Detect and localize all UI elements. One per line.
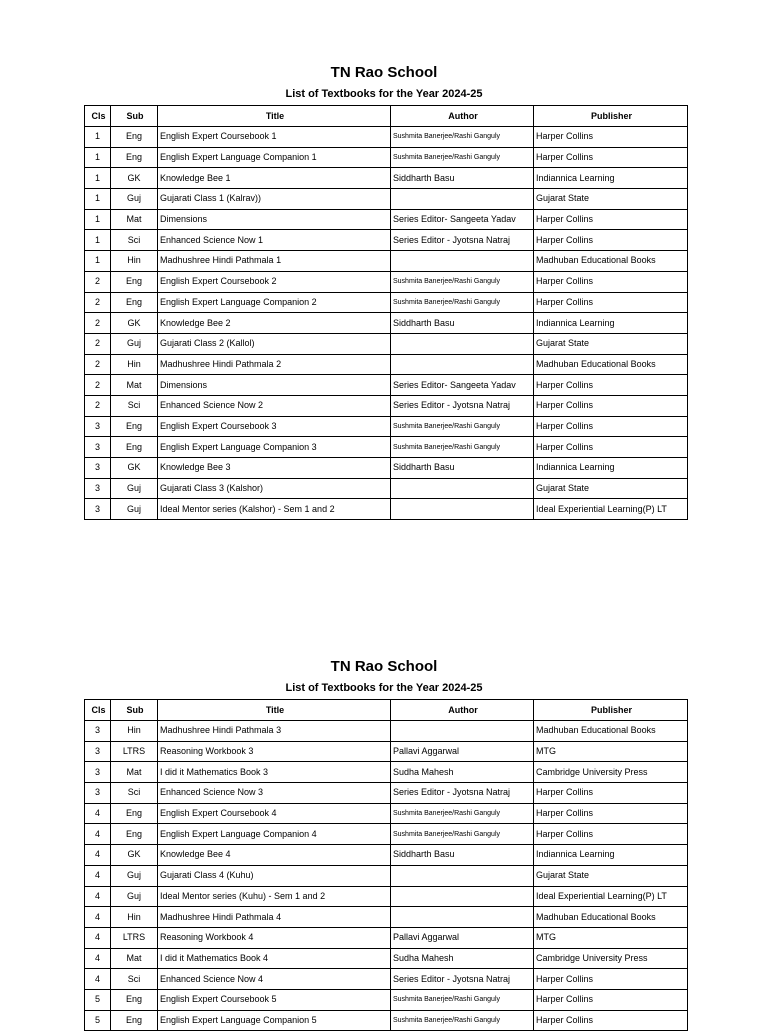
cell-cls: 4: [85, 824, 111, 845]
table-row: [85, 313, 688, 334]
cell-author: Series Editor - Jyotsna Natraj: [391, 395, 534, 416]
cell-author: Pallavi Aggarwal: [391, 927, 534, 948]
cell-author: Sushmita Banerjee/Rashi Ganguly: [391, 437, 534, 458]
table-row: [85, 271, 688, 292]
cell-cls: 4: [85, 907, 111, 928]
cell-author: Sushmita Banerjee/Rashi Ganguly: [391, 803, 534, 824]
table-row: [85, 865, 688, 886]
cell-title: Enhanced Science Now 1: [158, 230, 391, 251]
cell-publisher: Madhuban Educational Books: [534, 721, 688, 742]
column-header-cls: Cls: [85, 106, 111, 127]
cell-cls: 4: [85, 865, 111, 886]
cell-author: Sushmita Banerjee/Rashi Ganguly: [391, 416, 534, 437]
table-row: [85, 762, 688, 783]
cell-sub: Eng: [111, 147, 158, 168]
column-header-author: Author: [391, 106, 534, 127]
table-row: [85, 989, 688, 1010]
cell-author: [391, 721, 534, 742]
cell-publisher: Gujarat State: [534, 333, 688, 354]
cell-publisher: Harper Collins: [534, 437, 688, 458]
cell-sub: Sci: [111, 395, 158, 416]
cell-title: Enhanced Science Now 4: [158, 969, 391, 990]
cell-title: English Expert Language Companion 4: [158, 824, 391, 845]
cell-sub: Mat: [111, 762, 158, 783]
cell-sub: GK: [111, 458, 158, 479]
cell-author: [391, 333, 534, 354]
cell-cls: 3: [85, 741, 111, 762]
cell-sub: Sci: [111, 969, 158, 990]
table-body: [85, 127, 688, 520]
table-row: [85, 824, 688, 845]
cell-publisher: Indiannica Learning: [534, 845, 688, 866]
cell-cls: 3: [85, 783, 111, 804]
table-row: [85, 948, 688, 969]
cell-sub: Eng: [111, 1010, 158, 1031]
cell-author: Sushmita Banerjee/Rashi Ganguly: [391, 147, 534, 168]
cell-author: Sushmita Banerjee/Rashi Ganguly: [391, 292, 534, 313]
cell-sub: Eng: [111, 292, 158, 313]
cell-publisher: Harper Collins: [534, 230, 688, 251]
cell-sub: Eng: [111, 271, 158, 292]
cell-sub: LTRS: [111, 927, 158, 948]
cell-cls: 4: [85, 886, 111, 907]
cell-title: Dimensions: [158, 375, 391, 396]
cell-title: Ideal Mentor series (Kalshor) - Sem 1 and 2: [158, 499, 391, 520]
cell-sub: Sci: [111, 783, 158, 804]
cell-publisher: Gujarat State: [534, 189, 688, 210]
cell-title: English Expert Coursebook 3: [158, 416, 391, 437]
cell-title: Gujarati Class 2 (Kallol): [158, 333, 391, 354]
cell-author: Siddharth Basu: [391, 458, 534, 479]
cell-cls: 2: [85, 271, 111, 292]
cell-cls: 3: [85, 416, 111, 437]
table-row: [85, 395, 688, 416]
cell-title: Knowledge Bee 4: [158, 845, 391, 866]
table-row: [85, 168, 688, 189]
cell-cls: 1: [85, 147, 111, 168]
table-row: [85, 375, 688, 396]
cell-sub: Guj: [111, 189, 158, 210]
cell-author: [391, 478, 534, 499]
cell-sub: Mat: [111, 375, 158, 396]
cell-title: Enhanced Science Now 3: [158, 783, 391, 804]
cell-publisher: Ideal Experiential Learning(P) LT: [534, 499, 688, 520]
cell-cls: 4: [85, 948, 111, 969]
cell-cls: 2: [85, 354, 111, 375]
cell-author: Series Editor - Jyotsna Natraj: [391, 969, 534, 990]
cell-sub: Hin: [111, 251, 158, 272]
cell-title: English Expert Coursebook 1: [158, 127, 391, 148]
textbook-table: [84, 699, 688, 1031]
cell-cls: 2: [85, 333, 111, 354]
cell-author: [391, 865, 534, 886]
cell-publisher: Harper Collins: [534, 1010, 688, 1031]
table-row: [85, 478, 688, 499]
cell-sub: Guj: [111, 865, 158, 886]
table-row: [85, 147, 688, 168]
table-row: [85, 333, 688, 354]
cell-author: Series Editor- Sangeeta Yadav: [391, 209, 534, 230]
cell-sub: Eng: [111, 989, 158, 1010]
column-header-sub: Sub: [111, 106, 158, 127]
cell-author: Siddharth Basu: [391, 845, 534, 866]
cell-cls: 3: [85, 458, 111, 479]
cell-publisher: Cambridge University Press: [534, 948, 688, 969]
cell-cls: 1: [85, 168, 111, 189]
cell-publisher: Harper Collins: [534, 375, 688, 396]
cell-publisher: Harper Collins: [534, 395, 688, 416]
cell-sub: Hin: [111, 354, 158, 375]
table-row: [85, 189, 688, 210]
cell-title: Knowledge Bee 3: [158, 458, 391, 479]
cell-cls: 4: [85, 927, 111, 948]
cell-title: I did it Mathematics Book 3: [158, 762, 391, 783]
cell-author: Siddharth Basu: [391, 168, 534, 189]
table-row: [85, 721, 688, 742]
cell-title: Dimensions: [158, 209, 391, 230]
cell-author: [391, 189, 534, 210]
cell-title: Madhushree Hindi Pathmala 1: [158, 251, 391, 272]
cell-title: Enhanced Science Now 2: [158, 395, 391, 416]
cell-publisher: MTG: [534, 741, 688, 762]
cell-sub: Hin: [111, 907, 158, 928]
cell-sub: Eng: [111, 803, 158, 824]
cell-publisher: Madhuban Educational Books: [534, 354, 688, 375]
cell-sub: Guj: [111, 886, 158, 907]
cell-publisher: Ideal Experiential Learning(P) LT: [534, 886, 688, 907]
table-header-row: [85, 106, 688, 127]
cell-publisher: Harper Collins: [534, 127, 688, 148]
cell-title: Ideal Mentor series (Kuhu) - Sem 1 and 2: [158, 886, 391, 907]
table-body: [85, 721, 688, 1031]
cell-publisher: Harper Collins: [534, 292, 688, 313]
cell-publisher: Harper Collins: [534, 147, 688, 168]
cell-cls: 5: [85, 989, 111, 1010]
cell-publisher: Indiannica Learning: [534, 313, 688, 334]
table-row: [85, 886, 688, 907]
table-row: [85, 292, 688, 313]
cell-title: Knowledge Bee 2: [158, 313, 391, 334]
textbook-table: [84, 105, 688, 520]
cell-cls: 1: [85, 127, 111, 148]
table-header-row: [85, 700, 688, 721]
column-header-author: Author: [391, 700, 534, 721]
cell-author: [391, 499, 534, 520]
cell-author: Sushmita Banerjee/Rashi Ganguly: [391, 127, 534, 148]
cell-title: Madhushree Hindi Pathmala 2: [158, 354, 391, 375]
cell-title: Madhushree Hindi Pathmala 3: [158, 721, 391, 742]
cell-sub: Eng: [111, 824, 158, 845]
cell-title: English Expert Language Companion 5: [158, 1010, 391, 1031]
cell-title: Knowledge Bee 1: [158, 168, 391, 189]
cell-publisher: Harper Collins: [534, 271, 688, 292]
cell-title: Reasoning Workbook 3: [158, 741, 391, 762]
cell-sub: Sci: [111, 230, 158, 251]
table-row: [85, 251, 688, 272]
cell-title: Reasoning Workbook 4: [158, 927, 391, 948]
school-title: TN Rao School: [330, 64, 438, 81]
list-subtitle: List of Textbooks for the Year 2024-25: [285, 682, 483, 694]
cell-title: English Expert Language Companion 3: [158, 437, 391, 458]
cell-cls: 2: [85, 292, 111, 313]
cell-cls: 1: [85, 209, 111, 230]
cell-sub: Guj: [111, 499, 158, 520]
table-row: [85, 845, 688, 866]
table-row: [85, 230, 688, 251]
table-row: [85, 969, 688, 990]
cell-publisher: Indiannica Learning: [534, 168, 688, 189]
cell-publisher: Harper Collins: [534, 803, 688, 824]
cell-cls: 3: [85, 762, 111, 783]
cell-publisher: Gujarat State: [534, 478, 688, 499]
cell-author: [391, 354, 534, 375]
cell-publisher: Madhuban Educational Books: [534, 907, 688, 928]
cell-cls: 2: [85, 313, 111, 334]
cell-publisher: Harper Collins: [534, 824, 688, 845]
cell-author: Sushmita Banerjee/Rashi Ganguly: [391, 989, 534, 1010]
list-subtitle: List of Textbooks for the Year 2024-25: [285, 88, 483, 100]
cell-sub: Eng: [111, 437, 158, 458]
cell-title: English Expert Coursebook 2: [158, 271, 391, 292]
cell-publisher: MTG: [534, 927, 688, 948]
cell-cls: 1: [85, 189, 111, 210]
cell-author: [391, 251, 534, 272]
cell-sub: Mat: [111, 948, 158, 969]
cell-title: English Expert Coursebook 4: [158, 803, 391, 824]
cell-author: Series Editor - Jyotsna Natraj: [391, 230, 534, 251]
cell-title: English Expert Coursebook 5: [158, 989, 391, 1010]
column-header-title: Title: [158, 700, 391, 721]
cell-author: Siddharth Basu: [391, 313, 534, 334]
table-row: [85, 907, 688, 928]
cell-publisher: Gujarat State: [534, 865, 688, 886]
cell-title: English Expert Language Companion 1: [158, 147, 391, 168]
cell-cls: 3: [85, 437, 111, 458]
cell-author: Sushmita Banerjee/Rashi Ganguly: [391, 271, 534, 292]
cell-sub: Guj: [111, 333, 158, 354]
cell-cls: 1: [85, 230, 111, 251]
table-row: [85, 416, 688, 437]
table-row: [85, 499, 688, 520]
cell-author: [391, 886, 534, 907]
cell-sub: Guj: [111, 478, 158, 499]
column-header-sub: Sub: [111, 700, 158, 721]
cell-cls: 3: [85, 499, 111, 520]
cell-sub: Eng: [111, 416, 158, 437]
cell-sub: LTRS: [111, 741, 158, 762]
cell-author: Series Editor- Sangeeta Yadav: [391, 375, 534, 396]
cell-title: English Expert Language Companion 2: [158, 292, 391, 313]
table-row: [85, 803, 688, 824]
cell-title: I did it Mathematics Book 4: [158, 948, 391, 969]
cell-sub: Hin: [111, 721, 158, 742]
table-row: [85, 437, 688, 458]
cell-title: Madhushree Hindi Pathmala 4: [158, 907, 391, 928]
cell-publisher: Harper Collins: [534, 969, 688, 990]
cell-author: Sushmita Banerjee/Rashi Ganguly: [391, 824, 534, 845]
cell-sub: GK: [111, 845, 158, 866]
cell-author: Sudha Mahesh: [391, 762, 534, 783]
cell-cls: 4: [85, 845, 111, 866]
cell-cls: 2: [85, 375, 111, 396]
cell-cls: 1: [85, 251, 111, 272]
cell-sub: GK: [111, 168, 158, 189]
column-header-cls: Cls: [85, 700, 111, 721]
cell-cls: 4: [85, 969, 111, 990]
cell-cls: 2: [85, 395, 111, 416]
table-row: [85, 927, 688, 948]
school-title: TN Rao School: [330, 658, 438, 675]
cell-sub: GK: [111, 313, 158, 334]
cell-author: Sushmita Banerjee/Rashi Ganguly: [391, 1010, 534, 1031]
table-row: [85, 209, 688, 230]
table-row: [85, 127, 688, 148]
cell-author: Sudha Mahesh: [391, 948, 534, 969]
cell-author: [391, 907, 534, 928]
column-header-publisher: Publisher: [534, 700, 688, 721]
cell-publisher: Harper Collins: [534, 783, 688, 804]
cell-cls: 4: [85, 803, 111, 824]
cell-title: Gujarati Class 3 (Kalshor): [158, 478, 391, 499]
table-row: [85, 354, 688, 375]
cell-cls: 3: [85, 721, 111, 742]
cell-publisher: Indiannica Learning: [534, 458, 688, 479]
cell-publisher: Harper Collins: [534, 416, 688, 437]
column-header-publisher: Publisher: [534, 106, 688, 127]
table-row: [85, 783, 688, 804]
cell-publisher: Harper Collins: [534, 209, 688, 230]
cell-sub: Mat: [111, 209, 158, 230]
table-row: [85, 741, 688, 762]
cell-sub: Eng: [111, 127, 158, 148]
column-header-title: Title: [158, 106, 391, 127]
cell-cls: 5: [85, 1010, 111, 1031]
cell-cls: 3: [85, 478, 111, 499]
cell-author: Series Editor - Jyotsna Natraj: [391, 783, 534, 804]
cell-author: Pallavi Aggarwal: [391, 741, 534, 762]
cell-title: Gujarati Class 1 (Kalrav)): [158, 189, 391, 210]
cell-publisher: Cambridge University Press: [534, 762, 688, 783]
table-row: [85, 458, 688, 479]
cell-publisher: Harper Collins: [534, 989, 688, 1010]
cell-title: Gujarati Class 4 (Kuhu): [158, 865, 391, 886]
cell-publisher: Madhuban Educational Books: [534, 251, 688, 272]
table-row: [85, 1010, 688, 1031]
